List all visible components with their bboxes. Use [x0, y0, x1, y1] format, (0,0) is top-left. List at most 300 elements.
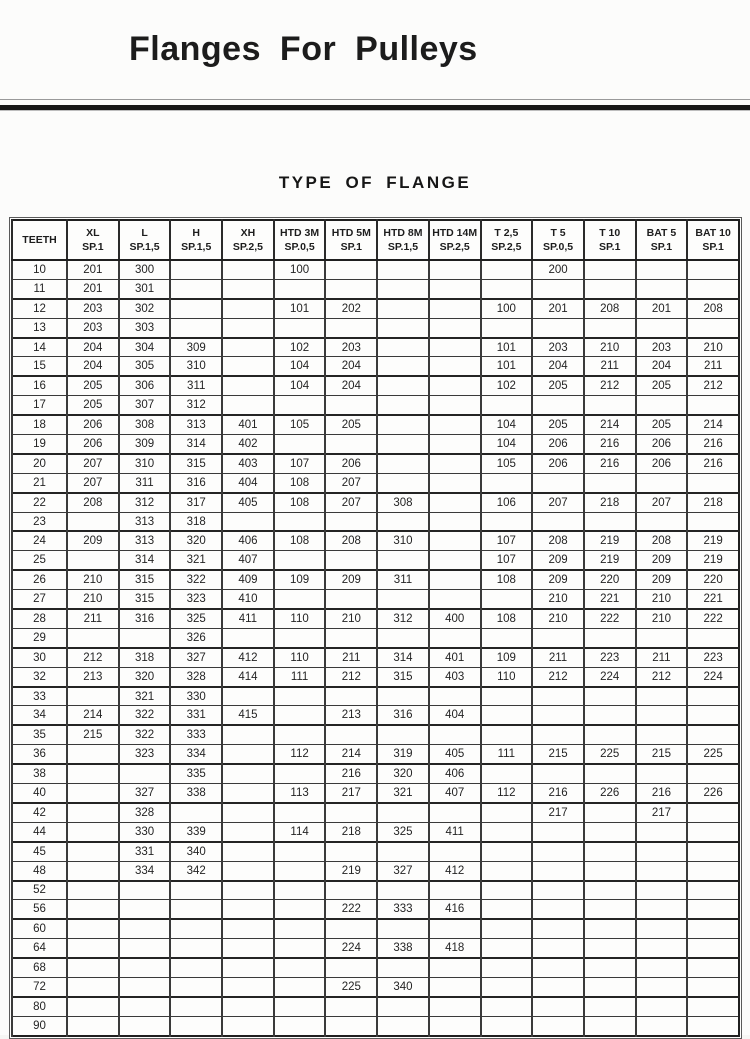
teeth-cell: 45	[12, 842, 67, 861]
table-row	[12, 919, 739, 938]
value-cell: 207	[636, 493, 688, 512]
value-cell	[170, 299, 222, 318]
table-row	[12, 376, 739, 395]
value-cell: 208	[67, 493, 119, 512]
value-cell	[67, 687, 119, 706]
value-cell	[170, 919, 222, 938]
value-cell: 211	[67, 609, 119, 628]
value-cell	[429, 919, 481, 938]
value-cell: 105	[274, 415, 326, 434]
value-cell	[481, 706, 533, 725]
value-cell: 314	[377, 648, 429, 667]
value-cell: 211	[584, 357, 636, 376]
value-cell	[170, 977, 222, 996]
value-cell: 205	[532, 415, 584, 434]
value-cell: 106	[481, 493, 533, 512]
value-cell: 310	[377, 531, 429, 550]
value-cell	[636, 318, 688, 337]
value-cell	[119, 900, 171, 919]
value-cell: 322	[170, 570, 222, 589]
table-row	[12, 706, 739, 725]
value-cell	[481, 396, 533, 415]
value-cell	[481, 900, 533, 919]
value-cell	[170, 318, 222, 337]
column-header: T 2,5 SP.2,5	[481, 220, 533, 260]
value-cell: 405	[429, 745, 481, 764]
value-cell	[222, 725, 274, 744]
column-headers	[12, 220, 739, 260]
value-cell: 210	[67, 590, 119, 609]
value-cell	[325, 1016, 377, 1035]
table-row	[12, 648, 739, 667]
value-cell	[377, 842, 429, 861]
value-cell	[636, 881, 688, 900]
value-cell	[325, 881, 377, 900]
value-cell: 206	[636, 454, 688, 473]
value-cell: 310	[170, 357, 222, 376]
table-row	[12, 803, 739, 822]
value-cell	[325, 318, 377, 337]
value-cell: 318	[119, 648, 171, 667]
value-cell	[584, 473, 636, 492]
value-cell	[429, 260, 481, 279]
teeth-cell: 80	[12, 997, 67, 1016]
value-cell: 416	[429, 900, 481, 919]
value-cell	[584, 687, 636, 706]
value-cell	[481, 803, 533, 822]
value-cell	[429, 551, 481, 570]
teeth-cell: 29	[12, 628, 67, 647]
table-row	[12, 1016, 739, 1035]
value-cell	[687, 919, 739, 938]
teeth-cell: 19	[12, 435, 67, 454]
value-cell: 321	[119, 687, 171, 706]
table-row	[12, 939, 739, 958]
value-cell: 212	[687, 376, 739, 395]
value-cell	[377, 318, 429, 337]
teeth-cell: 17	[12, 396, 67, 415]
value-cell: 224	[325, 939, 377, 958]
value-cell	[584, 842, 636, 861]
value-cell	[377, 803, 429, 822]
value-cell	[429, 299, 481, 318]
teeth-cell: 34	[12, 706, 67, 725]
value-cell	[584, 997, 636, 1016]
value-cell	[67, 881, 119, 900]
value-cell	[687, 881, 739, 900]
value-cell: 203	[67, 299, 119, 318]
column-header: H SP.1,5	[170, 220, 222, 260]
value-cell: 322	[119, 725, 171, 744]
value-cell: 104	[274, 357, 326, 376]
teeth-cell: 52	[12, 881, 67, 900]
value-cell: 226	[584, 784, 636, 803]
value-cell: 415	[222, 706, 274, 725]
value-cell: 319	[377, 745, 429, 764]
value-cell	[222, 376, 274, 395]
table-row	[12, 958, 739, 977]
teeth-cell: 10	[12, 260, 67, 279]
table-row	[12, 415, 739, 434]
value-cell: 216	[325, 764, 377, 783]
value-cell	[222, 958, 274, 977]
value-cell	[274, 900, 326, 919]
value-cell	[636, 260, 688, 279]
page-title: Flanges For Pulleys	[129, 30, 478, 68]
value-cell: 307	[119, 396, 171, 415]
column-header: XL SP.1	[67, 220, 119, 260]
value-cell	[636, 939, 688, 958]
value-cell: 300	[119, 260, 171, 279]
column-header: HTD 5M SP.1	[325, 220, 377, 260]
value-cell: 412	[222, 648, 274, 667]
value-cell: 212	[532, 667, 584, 686]
value-cell	[222, 881, 274, 900]
value-cell: 107	[274, 454, 326, 473]
value-cell: 219	[584, 531, 636, 550]
value-cell: 107	[481, 531, 533, 550]
value-cell: 215	[67, 725, 119, 744]
value-cell: 206	[532, 435, 584, 454]
value-cell: 214	[687, 415, 739, 434]
value-cell	[325, 590, 377, 609]
table-row	[12, 435, 739, 454]
value-cell	[687, 764, 739, 783]
value-cell: 210	[532, 609, 584, 628]
teeth-cell: 26	[12, 570, 67, 589]
value-cell	[170, 900, 222, 919]
value-cell: 216	[584, 435, 636, 454]
value-cell	[584, 900, 636, 919]
value-cell: 327	[119, 784, 171, 803]
column-header: T 10 SP.1	[584, 220, 636, 260]
value-cell: 221	[687, 590, 739, 609]
teeth-cell: 27	[12, 590, 67, 609]
value-cell	[584, 628, 636, 647]
value-cell	[325, 512, 377, 531]
value-cell: 318	[170, 512, 222, 531]
value-cell: 220	[584, 570, 636, 589]
value-cell	[687, 997, 739, 1016]
value-cell	[274, 919, 326, 938]
value-cell: 208	[532, 531, 584, 550]
value-cell	[67, 1016, 119, 1035]
value-cell	[67, 551, 119, 570]
value-cell: 406	[222, 531, 274, 550]
value-cell	[119, 1016, 171, 1035]
value-cell	[429, 997, 481, 1016]
value-cell	[119, 997, 171, 1016]
value-cell	[429, 531, 481, 550]
flange-table-frame	[9, 217, 742, 1039]
column-header: HTD 8M SP.1,5	[377, 220, 429, 260]
value-cell	[222, 1016, 274, 1035]
value-cell	[636, 900, 688, 919]
value-cell	[67, 822, 119, 841]
value-cell	[636, 512, 688, 531]
value-cell	[325, 687, 377, 706]
value-cell	[222, 997, 274, 1016]
value-cell: 102	[274, 338, 326, 357]
value-cell: 315	[170, 454, 222, 473]
value-cell: 312	[377, 609, 429, 628]
value-cell: 222	[325, 900, 377, 919]
value-cell	[222, 279, 274, 298]
value-cell: 401	[222, 415, 274, 434]
value-cell: 212	[636, 667, 688, 686]
teeth-cell: 38	[12, 764, 67, 783]
value-cell: 313	[119, 512, 171, 531]
value-cell: 205	[67, 396, 119, 415]
value-cell	[325, 435, 377, 454]
value-cell	[274, 764, 326, 783]
value-cell	[377, 376, 429, 395]
value-cell: 215	[636, 745, 688, 764]
value-cell: 212	[325, 667, 377, 686]
value-cell	[481, 628, 533, 647]
table-row	[12, 299, 739, 318]
value-cell	[532, 279, 584, 298]
value-cell: 113	[274, 784, 326, 803]
value-cell: 212	[584, 376, 636, 395]
value-cell	[377, 551, 429, 570]
value-cell: 316	[170, 473, 222, 492]
table-row	[12, 861, 739, 880]
value-cell	[636, 628, 688, 647]
value-cell: 210	[636, 590, 688, 609]
value-cell: 206	[67, 415, 119, 434]
value-cell	[429, 628, 481, 647]
teeth-cell: 56	[12, 900, 67, 919]
value-cell: 203	[636, 338, 688, 357]
value-cell	[222, 939, 274, 958]
table-row	[12, 764, 739, 783]
value-cell	[377, 725, 429, 744]
value-cell	[67, 958, 119, 977]
value-cell	[67, 919, 119, 938]
value-cell: 309	[170, 338, 222, 357]
value-cell	[429, 803, 481, 822]
value-cell	[584, 725, 636, 744]
value-cell	[170, 1016, 222, 1035]
value-cell	[429, 376, 481, 395]
value-cell	[481, 822, 533, 841]
value-cell	[429, 842, 481, 861]
value-cell: 315	[377, 667, 429, 686]
value-cell: 101	[481, 338, 533, 357]
value-cell: 110	[274, 609, 326, 628]
value-cell	[222, 318, 274, 337]
value-cell	[377, 260, 429, 279]
value-cell: 211	[687, 357, 739, 376]
teeth-cell: 48	[12, 861, 67, 880]
table-head	[12, 220, 739, 260]
value-cell	[687, 977, 739, 996]
value-cell: 216	[532, 784, 584, 803]
value-cell	[119, 958, 171, 977]
value-cell	[222, 396, 274, 415]
value-cell: 418	[429, 939, 481, 958]
column-header: BAT 5 SP.1	[636, 220, 688, 260]
value-cell	[481, 958, 533, 977]
teeth-cell: 18	[12, 415, 67, 434]
value-cell	[584, 881, 636, 900]
value-cell: 306	[119, 376, 171, 395]
value-cell	[687, 512, 739, 531]
value-cell	[481, 279, 533, 298]
value-cell	[377, 299, 429, 318]
value-cell: 218	[325, 822, 377, 841]
value-cell	[274, 512, 326, 531]
value-cell: 403	[429, 667, 481, 686]
value-cell: 308	[119, 415, 171, 434]
teeth-cell: 60	[12, 919, 67, 938]
table-row	[12, 454, 739, 473]
value-cell	[687, 687, 739, 706]
value-cell: 100	[274, 260, 326, 279]
value-cell	[377, 628, 429, 647]
value-cell	[532, 939, 584, 958]
value-cell: 207	[532, 493, 584, 512]
value-cell: 404	[222, 473, 274, 492]
value-cell	[429, 590, 481, 609]
value-cell: 208	[584, 299, 636, 318]
value-cell: 214	[584, 415, 636, 434]
teeth-cell: 23	[12, 512, 67, 531]
table-row	[12, 396, 739, 415]
value-cell: 301	[119, 279, 171, 298]
table-row	[12, 531, 739, 550]
value-cell	[584, 958, 636, 977]
value-cell: 402	[222, 435, 274, 454]
value-cell: 311	[377, 570, 429, 589]
value-cell: 219	[687, 551, 739, 570]
value-cell	[429, 512, 481, 531]
value-cell: 204	[325, 357, 377, 376]
value-cell	[584, 822, 636, 841]
table-row	[12, 570, 739, 589]
value-cell	[119, 764, 171, 783]
value-cell: 110	[274, 648, 326, 667]
teeth-cell: 32	[12, 667, 67, 686]
value-cell	[584, 939, 636, 958]
value-cell	[325, 803, 377, 822]
value-cell	[687, 279, 739, 298]
value-cell	[532, 396, 584, 415]
value-cell	[429, 454, 481, 473]
value-cell	[481, 1016, 533, 1035]
value-cell: 327	[377, 861, 429, 880]
table-row	[12, 357, 739, 376]
column-header: BAT 10 SP.1	[687, 220, 739, 260]
value-cell: 327	[170, 648, 222, 667]
value-cell: 328	[170, 667, 222, 686]
value-cell: 104	[481, 435, 533, 454]
teeth-cell: 14	[12, 338, 67, 357]
value-cell: 211	[325, 648, 377, 667]
value-cell: 108	[481, 609, 533, 628]
value-cell	[481, 473, 533, 492]
value-cell	[532, 842, 584, 861]
value-cell	[481, 939, 533, 958]
value-cell	[274, 861, 326, 880]
table-title: TYPE OF FLANGE	[278, 173, 472, 192]
value-cell: 218	[584, 493, 636, 512]
value-cell	[687, 822, 739, 841]
teeth-cell: 36	[12, 745, 67, 764]
value-cell: 313	[119, 531, 171, 550]
value-cell: 407	[222, 551, 274, 570]
value-cell	[274, 279, 326, 298]
value-cell	[170, 803, 222, 822]
value-cell	[636, 473, 688, 492]
value-cell: 209	[636, 570, 688, 589]
value-cell: 200	[532, 260, 584, 279]
value-cell	[532, 706, 584, 725]
value-cell: 204	[325, 376, 377, 395]
value-cell: 104	[481, 415, 533, 434]
table-row	[12, 279, 739, 298]
value-cell: 205	[325, 415, 377, 434]
value-cell: 404	[429, 706, 481, 725]
value-cell: 221	[584, 590, 636, 609]
value-cell: 207	[67, 454, 119, 473]
value-cell: 204	[532, 357, 584, 376]
value-cell: 310	[119, 454, 171, 473]
value-cell: 328	[119, 803, 171, 822]
value-cell: 108	[274, 493, 326, 512]
value-cell	[481, 318, 533, 337]
value-cell	[377, 454, 429, 473]
value-cell: 323	[119, 745, 171, 764]
value-cell: 206	[532, 454, 584, 473]
value-cell	[222, 338, 274, 357]
value-cell: 222	[687, 609, 739, 628]
value-cell: 208	[636, 531, 688, 550]
value-cell	[67, 842, 119, 861]
value-cell	[687, 900, 739, 919]
value-cell	[274, 997, 326, 1016]
value-cell: 308	[377, 493, 429, 512]
value-cell: 201	[636, 299, 688, 318]
value-cell: 112	[481, 784, 533, 803]
value-cell	[274, 958, 326, 977]
value-cell: 407	[429, 784, 481, 803]
value-cell	[584, 512, 636, 531]
value-cell: 314	[119, 551, 171, 570]
value-cell	[687, 1016, 739, 1035]
value-cell	[636, 706, 688, 725]
column-header: HTD 14M SP.2,5	[429, 220, 481, 260]
value-cell: 406	[429, 764, 481, 783]
value-cell: 210	[532, 590, 584, 609]
value-cell: 411	[429, 822, 481, 841]
table-row	[12, 667, 739, 686]
value-cell: 400	[429, 609, 481, 628]
value-cell: 111	[481, 745, 533, 764]
value-cell: 317	[170, 493, 222, 512]
value-cell: 109	[274, 570, 326, 589]
value-cell: 304	[119, 338, 171, 357]
value-cell	[429, 725, 481, 744]
column-header: HTD 3M SP.0,5	[274, 220, 326, 260]
value-cell	[67, 764, 119, 783]
value-cell	[636, 687, 688, 706]
value-cell	[687, 958, 739, 977]
teeth-cell: 12	[12, 299, 67, 318]
value-cell	[67, 628, 119, 647]
table-row	[12, 997, 739, 1016]
